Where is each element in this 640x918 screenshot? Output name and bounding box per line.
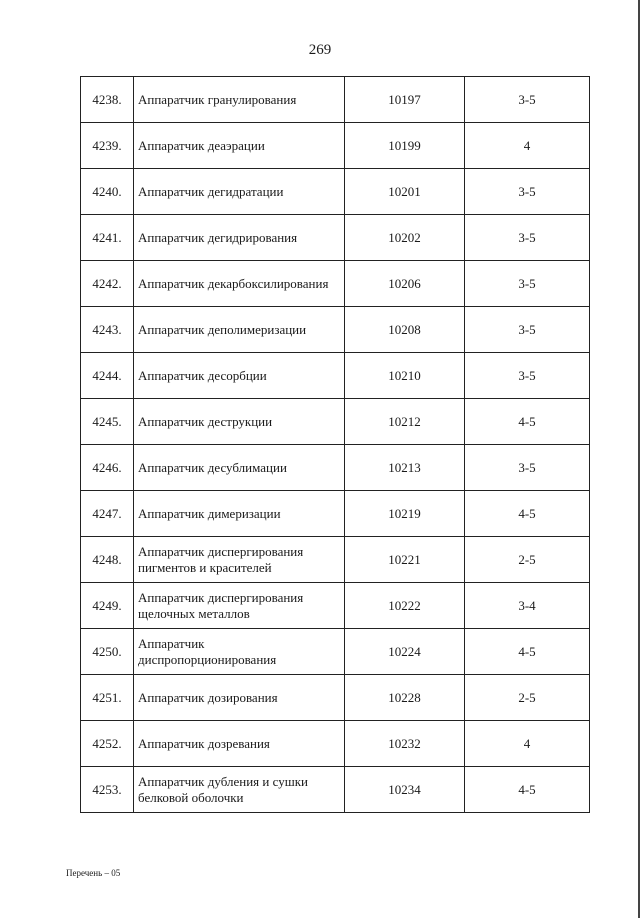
table-row: [81, 491, 590, 537]
table-row: [81, 169, 590, 215]
row-number-cell: 4238.: [81, 77, 134, 123]
table-row: [81, 353, 590, 399]
row-number-cell: 4245.: [81, 399, 134, 445]
occupation-code-cell: 10232: [345, 721, 465, 767]
row-number-cell: 4247.: [81, 491, 134, 537]
occupation-name-cell: Аппаратчик диспергирования щелочных металлов: [134, 583, 345, 629]
occupation-code-cell: 10228: [345, 675, 465, 721]
grade-range-cell: 4-5: [465, 629, 590, 675]
grade-range-cell: 3-5: [465, 169, 590, 215]
row-number-cell: 4248.: [81, 537, 134, 583]
grade-range-cell: 4: [465, 123, 590, 169]
occupation-code-cell: 10210: [345, 353, 465, 399]
grade-range-cell: 3-5: [465, 215, 590, 261]
occupation-code-cell: 10219: [345, 491, 465, 537]
grade-range-cell: 3-5: [465, 261, 590, 307]
grade-range-cell: 3-4: [465, 583, 590, 629]
grade-range-cell: 3-5: [465, 353, 590, 399]
grade-range-cell: 4: [465, 721, 590, 767]
occupation-name-cell: Аппаратчик диспропорционирования: [134, 629, 345, 675]
grade-range-cell: 4-5: [465, 399, 590, 445]
row-number-cell: 4244.: [81, 353, 134, 399]
occupation-code-cell: 10221: [345, 537, 465, 583]
table-row: [81, 215, 590, 261]
row-number-cell: 4243.: [81, 307, 134, 353]
row-number-cell: 4253.: [81, 767, 134, 813]
table-row: [81, 77, 590, 123]
footer-label: Перечень – 05: [66, 868, 121, 878]
grade-range-cell: 4-5: [465, 767, 590, 813]
table-row: [81, 261, 590, 307]
occupation-code-cell: 10201: [345, 169, 465, 215]
table-row: [81, 537, 590, 583]
occupation-name-cell: Аппаратчик деструкции: [134, 399, 345, 445]
occupation-name-cell: Аппаратчик деаэрации: [134, 123, 345, 169]
grade-range-cell: 4-5: [465, 491, 590, 537]
row-number-cell: 4250.: [81, 629, 134, 675]
occupation-name-cell: Аппаратчик десорбции: [134, 353, 345, 399]
row-number-cell: 4242.: [81, 261, 134, 307]
occupation-code-cell: 10202: [345, 215, 465, 261]
table-row: [81, 123, 590, 169]
grade-range-cell: 2-5: [465, 537, 590, 583]
row-number-cell: 4239.: [81, 123, 134, 169]
occupation-name-cell: Аппаратчик диспергирования пигментов и красителей: [134, 537, 345, 583]
grade-range-cell: 3-5: [465, 307, 590, 353]
occupation-name-cell: Аппаратчик дегидратации: [134, 169, 345, 215]
grade-range-cell: 3-5: [465, 445, 590, 491]
row-number-cell: 4246.: [81, 445, 134, 491]
occupation-name-cell: Аппаратчик дегидрирования: [134, 215, 345, 261]
occupation-code-cell: 10213: [345, 445, 465, 491]
row-number-cell: 4252.: [81, 721, 134, 767]
row-number-cell: 4241.: [81, 215, 134, 261]
occupation-name-cell: Аппаратчик дубления и сушки белковой оболочки: [134, 767, 345, 813]
occupation-code-cell: 10206: [345, 261, 465, 307]
row-number-cell: 4251.: [81, 675, 134, 721]
occupation-name-cell: Аппаратчик деполимеризации: [134, 307, 345, 353]
occupation-name-cell: Аппаратчик десублимации: [134, 445, 345, 491]
occupation-code-cell: 10208: [345, 307, 465, 353]
occupation-code-cell: 10222: [345, 583, 465, 629]
table-body: [81, 77, 590, 813]
row-number-cell: 4240.: [81, 169, 134, 215]
table-row: [81, 307, 590, 353]
occupation-code-cell: 10212: [345, 399, 465, 445]
grade-range-cell: 3-5: [465, 77, 590, 123]
table-row: [81, 675, 590, 721]
occupation-code-cell: 10199: [345, 123, 465, 169]
occupation-code-cell: 10234: [345, 767, 465, 813]
page-number: 269: [308, 42, 332, 58]
occupation-code-cell: 10224: [345, 629, 465, 675]
table-row: [81, 721, 590, 767]
row-number-cell: 4249.: [81, 583, 134, 629]
occupation-name-cell: Аппаратчик декарбоксилирования: [134, 261, 345, 307]
occupation-code-cell: 10197: [345, 77, 465, 123]
occupation-name-cell: Аппаратчик димеризации: [134, 491, 345, 537]
occupation-name-cell: Аппаратчик дозревания: [134, 721, 345, 767]
occupation-name-cell: Аппаратчик дозирования: [134, 675, 345, 721]
table-row: [81, 445, 590, 491]
table-row: [81, 629, 590, 675]
table-row: [81, 767, 590, 813]
grade-range-cell: 2-5: [465, 675, 590, 721]
occupations-table: [80, 76, 590, 813]
table-row: [81, 399, 590, 445]
occupation-name-cell: Аппаратчик гранулирования: [134, 77, 345, 123]
table-row: [81, 583, 590, 629]
